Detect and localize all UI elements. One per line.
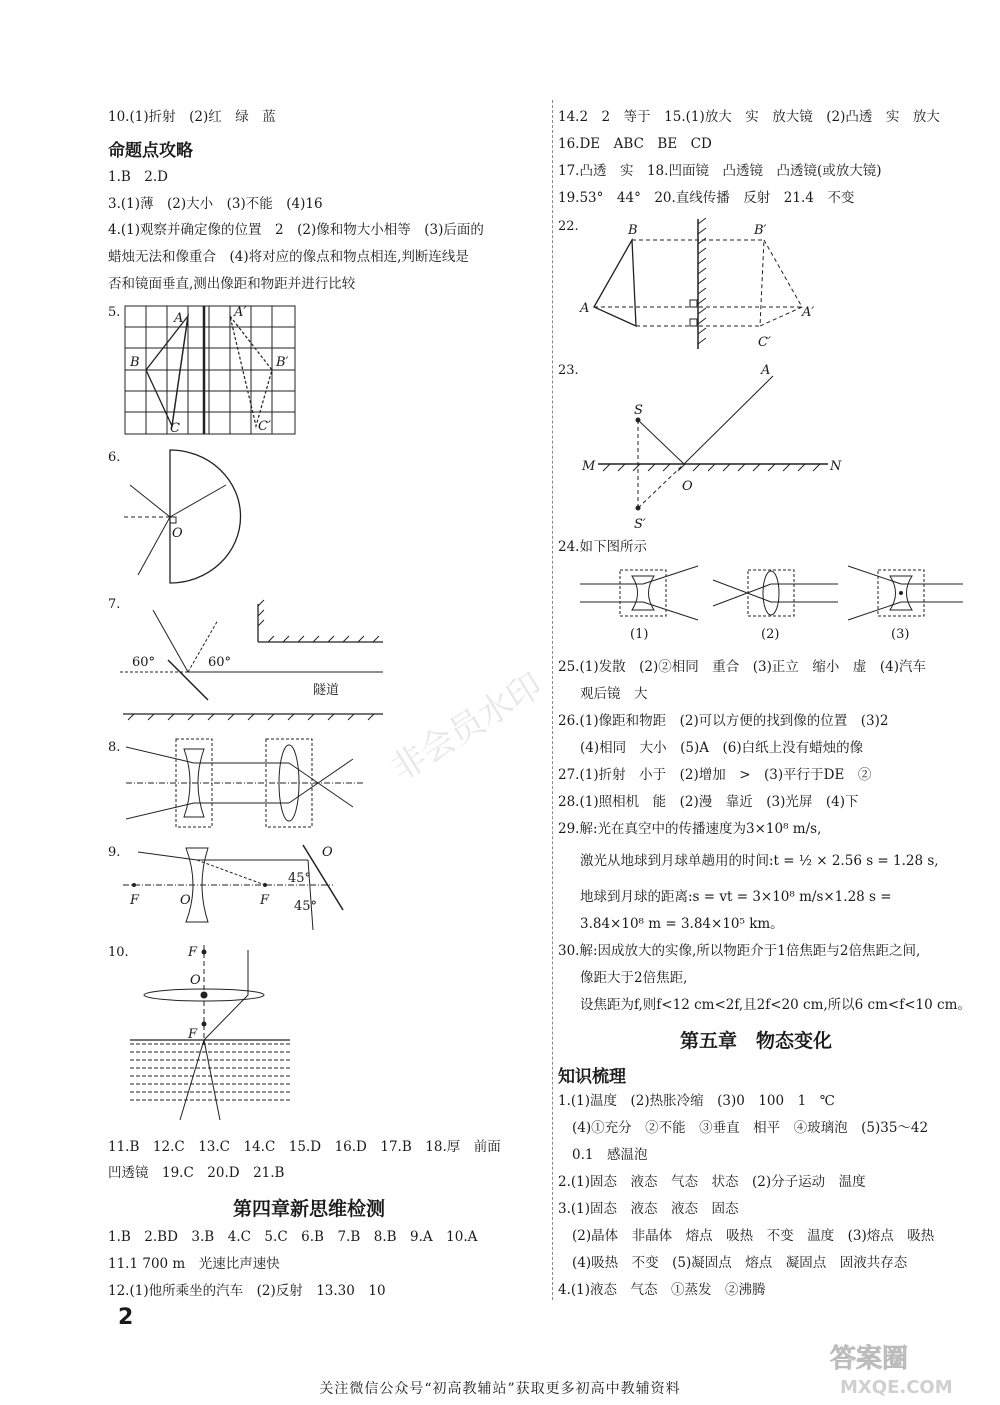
label-3: (3) (891, 627, 910, 642)
label-a-prime: A′ (802, 305, 815, 320)
label-b: B (130, 355, 140, 370)
answers-11-18: 11.B 12.C 13.C 14.C 15.D 16.D 17.B 18.厚 前面 (108, 1139, 501, 1155)
answer-29-distance: 地球到月球的距离:s = vt = 3×10⁸ m/s×1.28 s = (580, 889, 892, 905)
label-c-prime: C′ (258, 419, 271, 434)
answer-29: 29.解:光在真空中的传播速度为3×10⁸ m/s, (558, 821, 822, 837)
answer-30-cont: 像距大于2倍焦距, (580, 970, 688, 986)
label-s: S (634, 403, 643, 418)
answer-27: 27.(1)折射 小于 (2)增加 > (3)平行于DE ② (558, 767, 872, 783)
figure-7 (108, 592, 408, 727)
answer-29-result: 3.84×10⁸ m = 3.84×10⁵ km。 (580, 916, 784, 932)
answers-14-15: 14.2 2 等于 15.(1)放大 实 放大镜 (2)凸透 实 放大 (558, 109, 940, 125)
column-divider (552, 100, 553, 1300)
answer-26: 26.(1)像距和物距 (2)可以方便的找到像的位置 (3)2 (558, 713, 889, 729)
figure-7-number: 7. (108, 597, 121, 612)
knowledge-1-cont: (4)①充分 ②不能 ③垂直 相平 ④玻璃泡 (5)35～42 (572, 1120, 929, 1136)
label-o: O (172, 526, 183, 541)
label-1: (1) (630, 627, 649, 642)
label-f-bottom: F (188, 1027, 198, 1042)
footer-note: 关注微信公众号“初高教辅站”获取更多初高中教辅资料 (319, 1381, 681, 1397)
answer-10: 10.(1)折射 (2)红 绿 蓝 (108, 109, 276, 125)
answer-3: 3.(1)薄 (2)大小 (3)不能 (4)16 (108, 196, 323, 212)
label-o-lens: O (180, 893, 191, 908)
label-o: O (190, 973, 201, 988)
knowledge-1-cont2: 0.1 感温泡 (572, 1147, 648, 1163)
angle-label-right: 60° (208, 655, 232, 670)
section-heading-knowledge: 知识梳理 (558, 1067, 626, 1087)
figure-22-number: 22. (558, 219, 579, 234)
figure-9-number: 9. (108, 845, 121, 860)
figure-9 (108, 840, 358, 935)
answer-1-2: 1.B 2.D (108, 169, 169, 185)
logo-bottom-text: MXQE.COM (840, 1377, 953, 1398)
answer-28: 28.(1)照相机 能 (2)漫 靠近 (3)光屏 (4)下 (558, 794, 859, 810)
label-a-prime: A′ (234, 305, 247, 320)
label-a: A (174, 311, 184, 326)
figure-8 (108, 735, 378, 835)
section-heading: 命题点攻略 (108, 141, 193, 161)
answer-4-cont2: 否和镜面垂直,测出像距和物距并进行比较 (108, 276, 356, 292)
label-c-prime: C′ (758, 335, 771, 350)
label-f-right: F (260, 893, 270, 908)
answer-4-cont: 蜡烛无法和像重合 (4)将对应的像点和物点相连,判断连线是 (108, 249, 469, 265)
label-b-prime: B′ (276, 355, 289, 370)
figure-22 (558, 214, 818, 354)
figure-23-number: 23. (558, 363, 579, 378)
watermark: 非会员水印 (384, 665, 550, 790)
label-o: O (682, 479, 693, 494)
figure-5 (108, 300, 308, 440)
knowledge-4: 4.(1)液态 气态 ①蒸发 ②沸腾 (558, 1282, 766, 1298)
angle-label-left: 60° (132, 655, 156, 670)
label-s-prime: S′ (634, 517, 646, 532)
angle-45-upper: 45° (288, 871, 312, 886)
label-n: N (830, 459, 842, 474)
figure-23 (558, 358, 848, 533)
answers-19-21: 19.53° 44° 20.直线传播 反射 21.4 不变 (558, 190, 855, 206)
label-c: C (170, 421, 180, 436)
figure-24 (558, 562, 978, 644)
answer-25: 25.(1)发散 (2)②相同 重合 (3)正立 缩小 虚 (4)汽车 (558, 659, 926, 675)
answer-16: 16.DE ABC BE CD (558, 136, 712, 152)
answer-25-cont: 观后镜 大 (580, 686, 648, 702)
answers-18-21: 凹透镜 19.C 20.D 21.B (108, 1165, 285, 1181)
answer-24: 24.如下图所示 (558, 539, 647, 555)
label-m: M (582, 459, 596, 474)
logo-top-text: 答案圈 (830, 1344, 909, 1374)
chapter-4-answers-12-13: 12.(1)他所乘坐的汽车 (2)反射 13.30 10 (108, 1283, 386, 1299)
answer-4: 4.(1)观察并确定像的位置 2 (2)像和物大小相等 (3)后面的 (108, 222, 484, 238)
label-2: (2) (761, 627, 780, 642)
page-number: 2 (118, 1305, 134, 1330)
label-b: B (628, 223, 638, 238)
knowledge-3-cont2: (4)吸热 不变 (5)凝固点 熔点 凝固点 固液共存态 (572, 1255, 908, 1271)
label-b-prime: B′ (754, 223, 767, 238)
answers-17-18: 17.凸透 实 18.凹面镜 凸透镜 凸透镜(或放大镜) (558, 163, 882, 179)
knowledge-1: 1.(1)温度 (2)热胀冷缩 (3)0 100 1 ℃ (558, 1093, 835, 1109)
figure-5-number: 5. (108, 305, 121, 320)
label-o-mirror: O (322, 845, 333, 860)
label-f-top: F (188, 945, 198, 960)
figure-10-number: 10. (108, 945, 129, 960)
knowledge-3: 3.(1)固态 液态 液态 固态 (558, 1201, 739, 1217)
figure-6 (108, 445, 258, 590)
knowledge-2: 2.(1)固态 液态 气态 状态 (2)分子运动 温度 (558, 1174, 866, 1190)
figure-6-number: 6. (108, 450, 121, 465)
label-f-left: F (130, 893, 140, 908)
figure-10 (108, 940, 308, 1130)
chapter-4-title: 第四章新思维检测 (233, 1198, 386, 1220)
chapter-4-answer-11: 11.1 700 m 光速比声速快 (108, 1256, 280, 1272)
chapter-4-answers-1-10: 1.B 2.BD 3.B 4.C 5.C 6.B 7.B 8.B 9.A 10.A (108, 1229, 478, 1245)
tunnel-label: 隧道 (313, 683, 340, 698)
figure-8-number: 8. (108, 740, 121, 755)
angle-45-lower: 45° (294, 899, 318, 914)
label-a: A (761, 363, 771, 378)
knowledge-3-cont: (2)晶体 非晶体 熔点 吸热 不变 温度 (3)熔点 吸热 (572, 1228, 935, 1244)
answer-30: 30.解:因成放大的实像,所以物距介于1倍焦距与2倍焦距之间, (558, 943, 921, 959)
answer-29-time: 激光从地球到月球单趟用的时间:t = ½ × 2.56 s = 1.28 s, (580, 853, 939, 869)
answer-30-cont2: 设焦距为f,则f<12 cm<2f,且2f<20 cm,所以6 cm<f<10 cm。 (580, 997, 971, 1013)
answer-26-cont: (4)相同 大小 (5)A (6)白纸上没有蜡烛的像 (580, 740, 864, 756)
chapter-5-title: 第五章 物态变化 (680, 1030, 833, 1052)
label-a: A (580, 301, 590, 316)
